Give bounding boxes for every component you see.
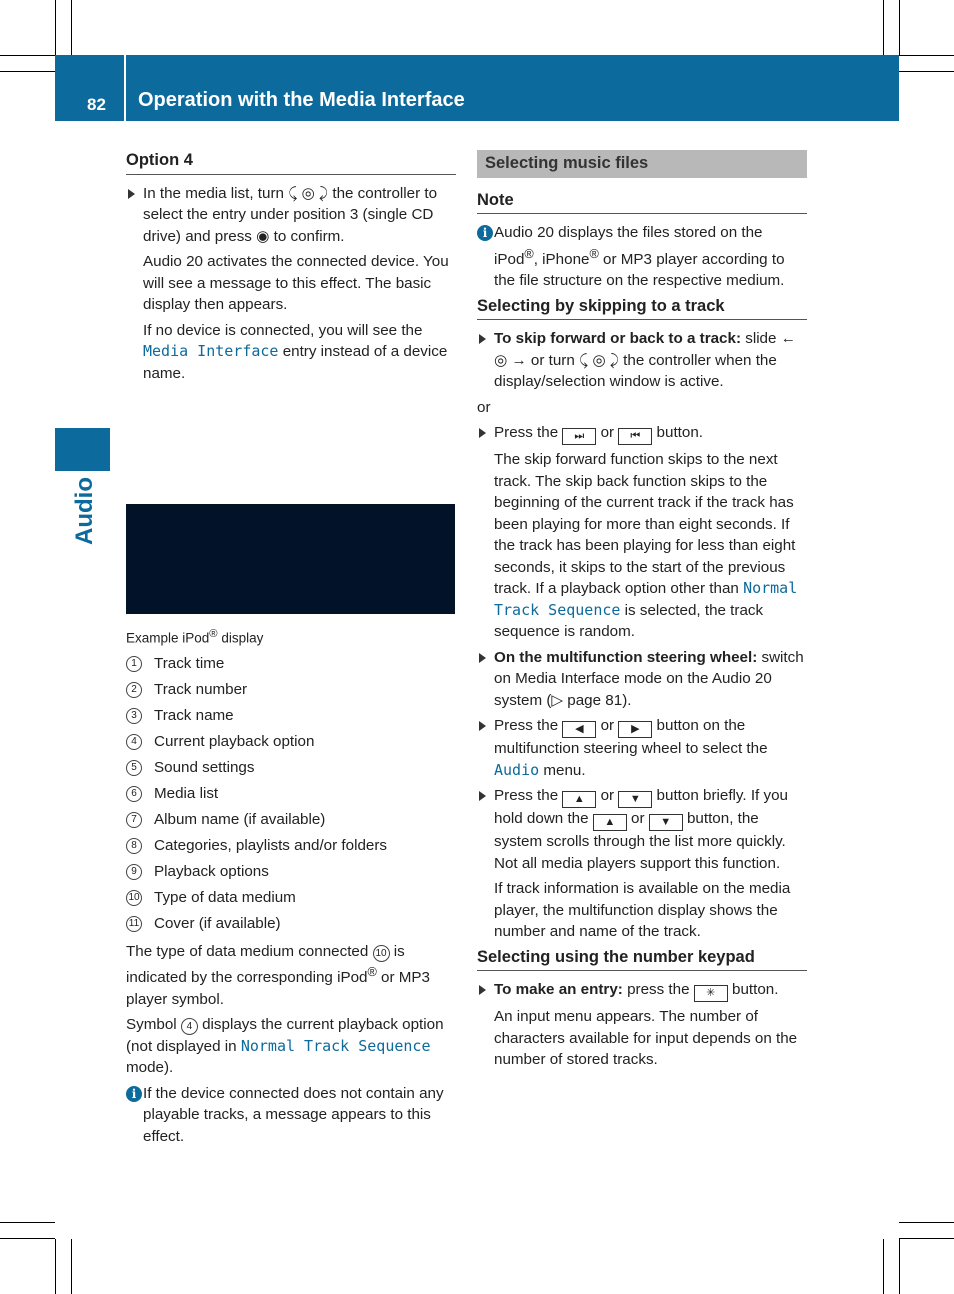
- section-label: Audio: [71, 477, 98, 545]
- callout-number: 4: [126, 734, 142, 750]
- figure-legend: [126, 653, 456, 935]
- section-heading: Selecting music files: [477, 150, 807, 178]
- crop-mark: [0, 1238, 55, 1239]
- left-arrow-icon: ◀: [562, 721, 596, 738]
- ipod-display-image: [126, 504, 455, 614]
- section-tab: [55, 428, 110, 471]
- callout-number: 7: [126, 812, 142, 828]
- display-text: Normal Track Sequence: [494, 579, 798, 619]
- right-column: [477, 150, 807, 1075]
- legend-label: Playback options: [154, 863, 269, 880]
- up-arrow-icon: ▲: [593, 814, 627, 831]
- skip-forward-icon: ⏭: [562, 428, 596, 445]
- crop-mark: [899, 1238, 954, 1239]
- legend-item: [126, 705, 456, 727]
- instruction-step: On the multifunction steering wheel: switch on Media Interface mode on the Audio 20 system (▷ page 81).: [477, 647, 807, 712]
- body-text: or: [477, 398, 491, 416]
- legend-item: [126, 887, 456, 909]
- controller-turn-icon: ⤹ ◎ ⤸: [579, 351, 619, 369]
- legend-label: Track number: [154, 681, 248, 698]
- legend-item: [126, 809, 456, 831]
- legend-label: Categories, playlists and/or folders: [154, 837, 387, 854]
- legend-label: Track time: [154, 655, 225, 672]
- instruction-step: In the media list, turn ⤹ ◎ ⤸ the controller to select the entry under position 3 (single CD drive) and press ◉ to confirm.: [126, 183, 456, 248]
- crop-mark: [71, 0, 72, 55]
- legend-item: [126, 757, 456, 779]
- display-text: Audio: [494, 760, 540, 779]
- note-heading: Note: [477, 190, 807, 215]
- callout-number: 10: [126, 890, 142, 906]
- body-text: An input menu appears. The number of characters available for input depends on the number of stored tracks.: [494, 1008, 798, 1069]
- legend-item: [126, 913, 456, 935]
- callout-number: 3: [126, 708, 142, 724]
- page-reference: ▷ page 81: [551, 691, 623, 709]
- legend-label: Type of data medium: [154, 889, 296, 906]
- callout-number: 8: [126, 838, 142, 854]
- info-icon: i: [477, 225, 493, 241]
- crop-mark: [0, 71, 55, 72]
- instruction-step: To skip forward or back to a track: slide ← ◎ → or turn ⤹ ◎ ⤸ the controller when the display/selection window is active.: [477, 328, 807, 393]
- figure-caption: Example iPod® display: [126, 628, 264, 646]
- legend-label: Sound settings: [154, 759, 255, 776]
- right-arrow-icon: ▶: [618, 721, 652, 738]
- page-number: 82: [87, 95, 106, 114]
- display-text: Media Interface: [143, 342, 279, 360]
- legend-item: [126, 679, 456, 701]
- crop-mark: [883, 0, 884, 55]
- crop-mark: [899, 0, 900, 55]
- callout-number: 11: [126, 916, 142, 932]
- info-icon: i: [126, 1086, 142, 1102]
- instruction-step: Press the ▲ or ▼ button briefly. If you hold down the ▲ or ▼ button, the system scrolls through the list more quickly. Not all media players support this function.: [477, 785, 807, 874]
- body-text: Symbol 4 displays the current playback option (not displayed in Normal Track Sequence mode).: [126, 1016, 444, 1077]
- legend-item: [126, 731, 456, 753]
- controller-press-icon: ◉: [256, 227, 270, 245]
- crop-mark: [899, 55, 954, 56]
- header-divider: [124, 55, 126, 121]
- legend-label: Album name (if available): [154, 811, 326, 828]
- star-key-icon: ✳: [694, 985, 728, 1002]
- callout-number: 10: [373, 945, 390, 962]
- crop-mark: [71, 1239, 72, 1294]
- legend-item: [126, 861, 456, 883]
- crop-mark: [0, 1222, 55, 1223]
- body-text: Audio 20 activates the connected device. You will see a message to this effect. The basic display then appears.: [143, 253, 449, 313]
- body-text: The type of data medium connected 10 is indicated by the corresponding iPod® or MP3 player symbol.: [126, 942, 430, 1008]
- info-note: i If the device connected does not contain any playable tracks, a message appears to this effect.: [126, 1083, 456, 1148]
- crop-mark: [0, 55, 55, 56]
- callout-number: 6: [126, 786, 142, 802]
- display-text: Normal Track Sequence: [240, 1036, 431, 1055]
- crop-mark: [883, 1239, 884, 1294]
- legend-item: [126, 783, 456, 805]
- up-arrow-icon: ▲: [562, 791, 596, 808]
- instruction-step: Press the ◀ or ▶ button on the multifunction steering wheel to select the Audio menu.: [477, 715, 807, 781]
- body-text: If no device is connected, you will see the Media Interface entry instead of a device name.: [143, 321, 448, 382]
- callout-number: 9: [126, 864, 142, 880]
- crop-mark: [899, 71, 954, 72]
- option-heading: Option 4: [126, 150, 456, 175]
- callout-number: 5: [126, 760, 142, 776]
- down-arrow-icon: ▼: [649, 814, 683, 831]
- skip-back-icon: ⏮: [618, 428, 652, 445]
- body-text: If track information is available on the media player, the multifunction display shows the number and name of the track.: [494, 880, 791, 941]
- info-note: i Audio 20 displays the files stored on the iPod®, iPhone® or MP3 player according to the file structure on the respective medium.: [477, 222, 807, 292]
- legend-label: Current playback option: [154, 733, 315, 750]
- left-column: [126, 150, 456, 1151]
- body-text: The skip forward function skips to the next track. The skip back function skips to the beginning of the current track if the track has been playing for more than eight seconds. If the track has been playing for less than eight seconds, it skips to the start of the previous track. If a playback option other than Normal Track Sequence is selected, the track sequence is random.: [494, 451, 798, 641]
- crop-mark: [55, 0, 56, 55]
- controller-turn-icon: ⤹ ◎ ⤸: [288, 184, 329, 202]
- down-arrow-icon: ▼: [618, 791, 652, 808]
- callout-number: 4: [181, 1018, 198, 1035]
- subsection-heading: Selecting by skipping to a track: [477, 296, 807, 321]
- callout-number: 1: [126, 656, 142, 672]
- legend-label: Track name: [154, 707, 234, 724]
- legend-item: [126, 835, 456, 857]
- instruction-step: To make an entry: press the ✳ button.: [477, 979, 807, 1002]
- legend-item: [126, 653, 456, 675]
- controller-slide-icon: ← ◎ →: [494, 330, 796, 369]
- crop-mark: [899, 1222, 954, 1223]
- instruction-step: Press the ⏭ or ⏮ button.: [477, 422, 807, 445]
- legend-label: Cover (if available): [154, 915, 281, 932]
- subsection-heading: Selecting using the number keypad: [477, 947, 807, 972]
- legend-label: Media list: [154, 785, 219, 802]
- crop-mark: [899, 1239, 900, 1294]
- page-title: Operation with the Media Interface: [138, 89, 465, 111]
- crop-mark: [55, 1239, 56, 1294]
- callout-number: 2: [126, 682, 142, 698]
